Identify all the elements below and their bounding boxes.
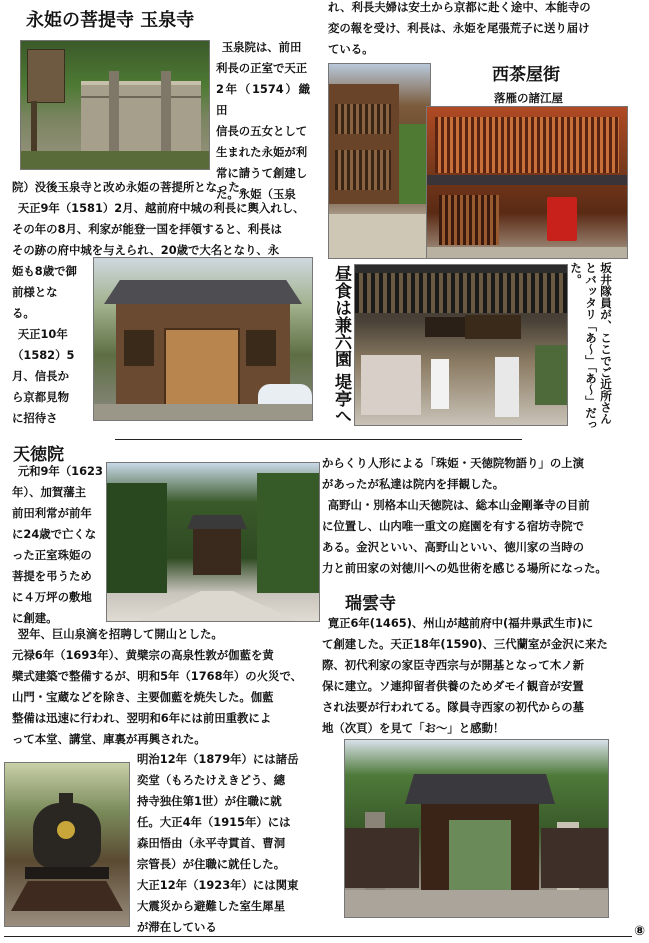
section-divider: [115, 439, 522, 440]
text-line: た。永姫（玉泉: [216, 187, 296, 201]
gyokusenji-gate-photo: [93, 257, 313, 421]
text-line: に位置し、山内唯一重文の庭園を有する宿坊寺院で: [322, 519, 584, 533]
sakai-caption: 坂井隊員が、ここでご近所さんとバッタリ「あ～」「あ～」だった。: [569, 262, 613, 431]
text-line: 生まれた永姫が利: [216, 145, 308, 159]
zuiunji-title: 瑞雲寺: [345, 594, 396, 614]
text-line: 月、信長か: [12, 369, 69, 383]
text-line: 2年（1574）織田: [216, 82, 310, 117]
text-line: 前様とな: [12, 285, 58, 299]
text-line: 力と前田家の対徳川への処世術を感じる場所になった。: [322, 561, 607, 575]
zuiunji-text: [322, 613, 640, 739]
text-line: 地（次頁）を見て「お～」と感動！: [322, 721, 505, 735]
text-line: ある。金沢といい、高野山といい、徳川家の当時の: [322, 540, 584, 554]
nishichaya-subtitle: 落雁の諸江屋: [494, 91, 563, 105]
text-line: 元和9年（1623: [17, 464, 103, 478]
text-line: 信長の五女として: [216, 124, 308, 138]
tentokuin-gate-photo: [106, 462, 320, 622]
incense-burner-photo: [4, 762, 130, 927]
gyokusenji-stone-photo: [20, 40, 210, 170]
text-line: 翌年、巨山泉滴を招聘して開山とした。: [17, 627, 223, 641]
text-line: 保に建立。ソ連抑留者供養のためダモイ観音が安置: [322, 679, 584, 693]
gyokusenji-title: 永姫の菩提寺 玉泉寺: [26, 10, 195, 31]
text-line: 大正12年（1923年）には関東: [137, 878, 299, 892]
text-line: その跡の府中城を与えられ、20歳で大名となり、永: [12, 243, 280, 257]
text-line: が滞在している: [137, 920, 217, 934]
text-line: 年）、加賀藩主: [12, 485, 87, 499]
gyokusenji-text-bottom: [12, 261, 94, 429]
text-line: 前田利常が前年: [12, 506, 92, 520]
text-line: 森田悟由（永平寺貫首、曹洞: [137, 836, 286, 850]
text-line: に招待さ: [12, 411, 58, 425]
text-line: その年の8月、利家が能登一国を拝領すると、利長は: [12, 222, 282, 236]
text-line: る。: [12, 306, 35, 320]
tentokuin-text-col: [12, 461, 104, 629]
text-line: れ、利長夫婦は安土から京都に赴く途中、本能寺の: [328, 0, 591, 14]
text-line: 利長の正室で天正: [216, 61, 308, 75]
nishichaya-title: 西茶屋街: [492, 65, 560, 85]
text-line: され法要が行われてる。隊員寺西家の初代からの墓: [322, 700, 584, 714]
text-line: 明治12年（1879年）には諸岳: [137, 752, 299, 766]
tentokuin-text-right: [322, 453, 640, 579]
footer-rule: [4, 936, 632, 937]
text-line: 変の報を受け、利長は、永姫を尾張荒子に送り届け: [328, 21, 590, 35]
text-line: 任。大正4年（1915年）には: [137, 815, 291, 829]
text-line: ら京都見物: [12, 390, 69, 404]
top-right-text: [328, 0, 640, 60]
text-line: 菩提を弔うため: [12, 569, 92, 583]
text-line: 宗管長）が住職に就任した。: [137, 857, 286, 871]
text-line: 高野山・別格本山天徳院は、総本山金剛峯寺の目前: [327, 498, 590, 512]
text-line: 元禄6年（1693年）、黄檗宗の高泉性敦が伽藍を黄: [12, 648, 274, 662]
kenrokuen-shop-photo: [354, 264, 568, 426]
text-line: 天正10年: [17, 327, 68, 341]
nishichaya-street-photo: [328, 63, 431, 259]
text-line: に24歳で亡くな: [12, 527, 97, 541]
text-line: （1582）5: [12, 348, 75, 362]
text-line: 常に請うて創建し: [216, 166, 308, 180]
text-line: て創建した。天正18年(1590)、三代蘭室が金沢に来た: [322, 637, 608, 651]
text-line: 檗式建築で整備するが、明和5年（1768年）の火災で、: [12, 669, 302, 683]
tentokuin-title: 天徳院: [13, 445, 64, 465]
text-line: に４万坪の敷地: [12, 590, 92, 604]
text-line: 山門・宝蔵などを除き、主要伽藍を焼失した。伽藍: [12, 690, 274, 704]
text-line: 寛正6年(1465)、州山が越前府中(福井県武生市)に: [327, 616, 594, 630]
moroeya-shop-photo: [426, 106, 628, 259]
text-line: からくり人形による「珠姫・天徳院物語り」の上演: [322, 456, 584, 470]
text-line: 玉泉院は、前田: [221, 40, 302, 54]
tentokuin-text-bottom: [137, 749, 315, 938]
zuiunji-gate-photo: [344, 739, 609, 918]
text-line: 姫も8歳で御: [12, 264, 77, 278]
text-line: 院）没後玉泉寺と改め永姫の菩提所となった。: [12, 180, 252, 194]
text-line: ている。: [328, 42, 374, 56]
text-line: があったが私達は院内を拝観した。: [322, 477, 505, 491]
text-line: 整備は迅速に行われ、翌明和6年には前田重教によ: [12, 711, 272, 725]
text-line: 天正9年（1581）2月、越前府中城の利長に輿入れし、: [17, 201, 305, 215]
text-line: 大震災から避難した室生犀星: [137, 899, 286, 913]
text-line: 奕堂（もろたけえきどう、總: [137, 773, 286, 787]
text-line: って本堂、講堂、庫裏が再興された。: [12, 732, 206, 746]
tentokuin-text-full: [12, 624, 312, 750]
text-line: 持寺独住第1世）が住職に就: [137, 794, 282, 808]
text-line: に創建。: [12, 611, 58, 625]
page-number: ⑧: [634, 924, 646, 939]
text-line: った正室珠姫の: [12, 548, 92, 562]
lunch-caption: 昼食は兼六園 堤亭へ: [331, 265, 351, 424]
gyokusenji-text-full: [12, 177, 312, 261]
text-line: 際、初代利家の家臣寺西宗与が開基となって木ノ新: [322, 658, 584, 672]
